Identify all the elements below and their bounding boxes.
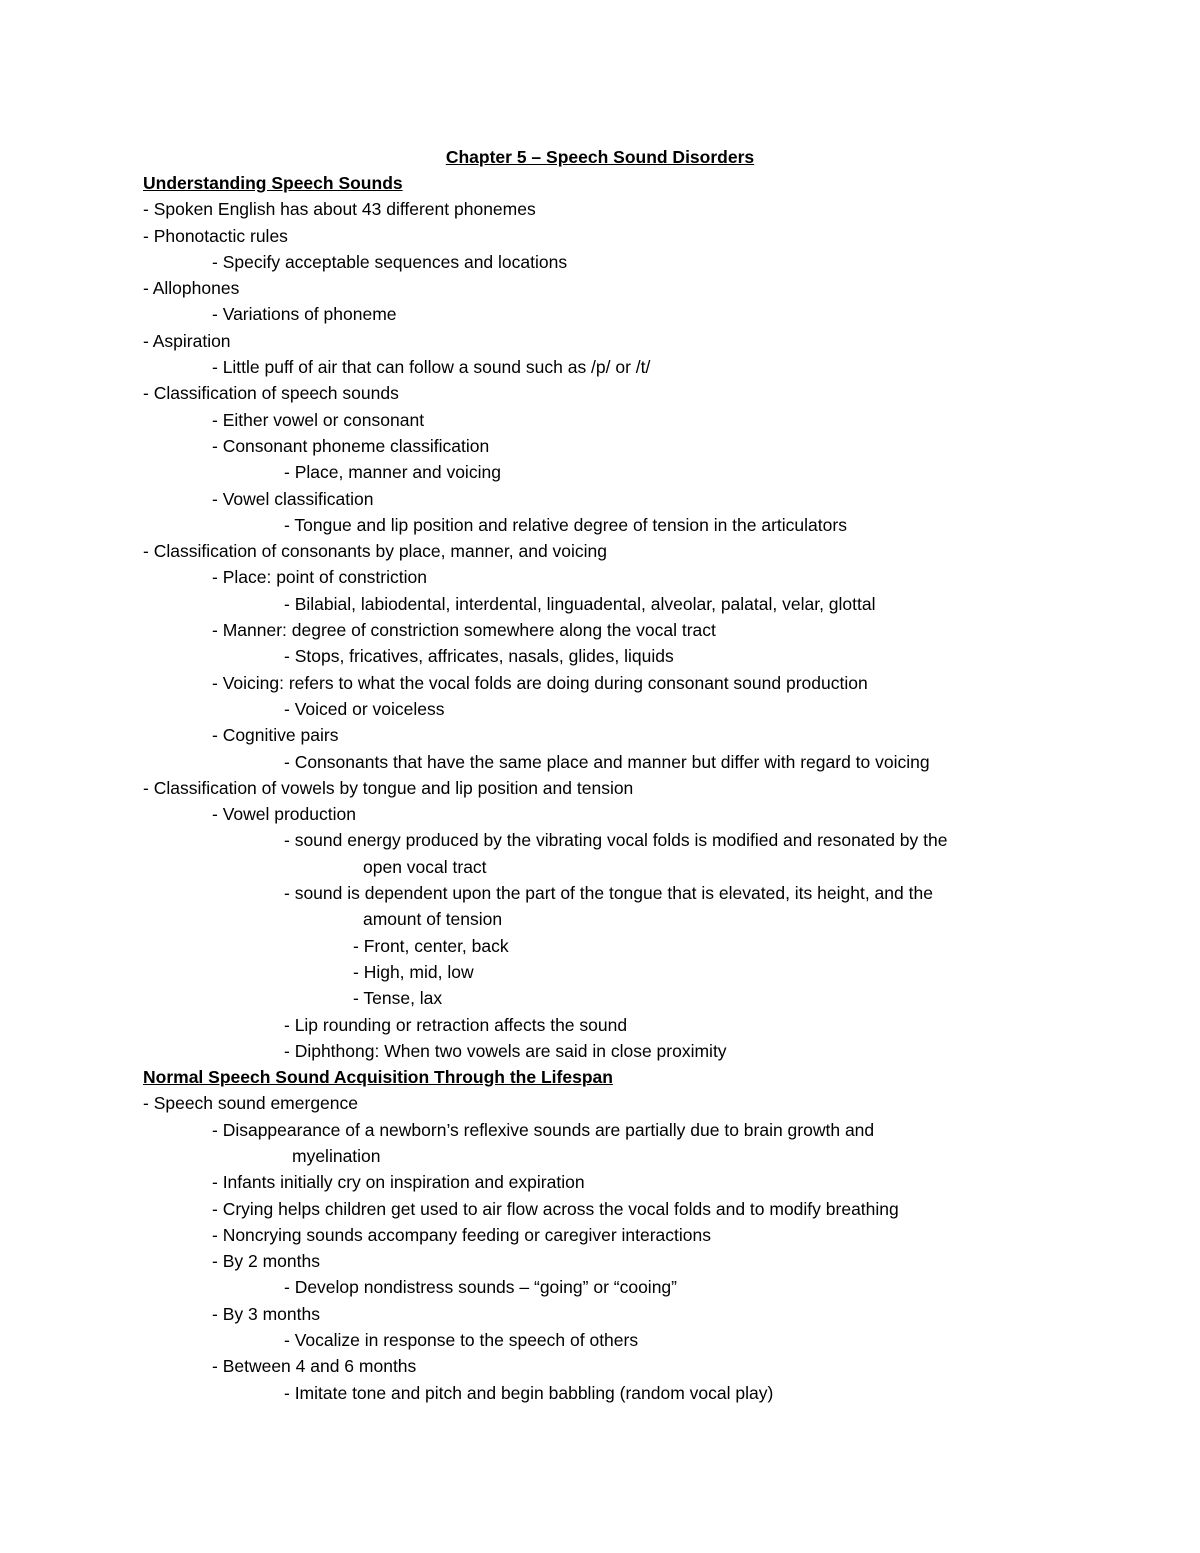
list-item <box>0 696 1200 722</box>
bullet-dash: - <box>212 1303 218 1324</box>
bullet-dash: - <box>212 672 218 693</box>
list-item-text: Lip rounding or retraction affects the sound <box>289 1014 628 1035</box>
list-item-text: Little puff of air that can follow a sound such as /p/ or /t/ <box>217 357 651 378</box>
list-item <box>0 512 1200 538</box>
list-item <box>0 196 1200 222</box>
list-item-text: Classification of vowels by tongue and lip position and tension <box>148 777 634 798</box>
bullet-dash: - <box>353 988 359 1009</box>
list-item-text: By 3 months <box>217 1303 320 1324</box>
list-item <box>0 1301 1200 1327</box>
list-item-text: Diphthong: When two vowels are said in close proximity <box>289 1040 727 1061</box>
bullet-dash: - <box>212 1198 218 1219</box>
list-item-text: Spoken English has about 43 different phonemes <box>148 199 536 220</box>
list-item <box>0 1274 1200 1300</box>
list-item <box>0 985 1200 1011</box>
list-item <box>0 749 1200 775</box>
bullet-dash: - <box>143 1093 149 1114</box>
bullet-dash: - <box>284 751 290 772</box>
list-item <box>0 1196 1200 1222</box>
bullet-dash: - <box>212 1119 218 1140</box>
bullet-dash: - <box>212 409 218 430</box>
bullet-dash: - <box>284 514 290 535</box>
bullet-dash: - <box>284 593 290 614</box>
list-item <box>0 275 1200 301</box>
list-item-text: Develop nondistress sounds – “going” or “cooing” <box>289 1277 677 1298</box>
list-item-text: Either vowel or consonant <box>217 409 425 430</box>
list-item-text: Consonant phoneme classification <box>217 435 490 456</box>
list-item <box>0 1353 1200 1379</box>
list-item-text: Aspiration <box>148 330 231 351</box>
bullet-dash: - <box>212 488 218 509</box>
document-body <box>0 170 1200 1406</box>
section-heading-text: Normal Speech Sound Acquisition Through the Lifespan <box>143 1067 613 1088</box>
bullet-dash: - <box>212 1251 218 1272</box>
list-item-continuation <box>0 854 1200 880</box>
bullet-dash: - <box>212 304 218 325</box>
list-item <box>0 354 1200 380</box>
list-item-text: Speech sound emergence <box>148 1093 358 1114</box>
bullet-dash: - <box>284 830 290 851</box>
bullet-dash: - <box>284 1277 290 1298</box>
list-item <box>0 1117 1200 1143</box>
list-item-text: Consonants that have the same place and manner but differ with regard to voicing <box>289 751 930 772</box>
list-item-text: sound is dependent upon the part of the tongue that is elevated, its height, and the <box>289 883 933 904</box>
list-item <box>0 1090 1200 1116</box>
list-item-text: sound energy produced by the vibrating vocal folds is modified and resonated by the <box>289 830 948 851</box>
list-item-text: By 2 months <box>217 1251 320 1272</box>
list-item <box>0 775 1200 801</box>
list-item-text: Place: point of constriction <box>217 567 427 588</box>
list-item <box>0 880 1200 906</box>
bullet-dash: - <box>284 646 290 667</box>
bullet-dash: - <box>143 199 149 220</box>
bullet-dash: - <box>212 804 218 825</box>
list-item-continuation <box>0 1143 1200 1169</box>
list-item <box>0 1248 1200 1274</box>
list-item <box>0 827 1200 853</box>
bullet-dash: - <box>212 567 218 588</box>
list-item <box>0 933 1200 959</box>
bullet-dash: - <box>143 330 149 351</box>
list-item-text: Cognitive pairs <box>217 725 339 746</box>
list-item-text: High, mid, low <box>358 961 474 982</box>
list-item <box>0 380 1200 406</box>
bullet-dash: - <box>284 1382 290 1403</box>
list-item <box>0 1327 1200 1353</box>
list-item <box>0 223 1200 249</box>
list-item <box>0 1222 1200 1248</box>
bullet-dash: - <box>212 1224 218 1245</box>
section-heading <box>0 1064 1200 1090</box>
bullet-dash: - <box>284 883 290 904</box>
bullet-dash: - <box>284 1014 290 1035</box>
list-item-text: Allophones <box>148 278 240 299</box>
list-item <box>0 301 1200 327</box>
list-item <box>0 538 1200 564</box>
list-item-text: myelination <box>292 1145 381 1166</box>
bullet-dash: - <box>284 1040 290 1061</box>
bullet-dash: - <box>143 383 149 404</box>
list-item <box>0 643 1200 669</box>
list-item-text: Noncrying sounds accompany feeding or caregiver interactions <box>217 1224 712 1245</box>
list-item-text: Voicing: refers to what the vocal folds are doing during consonant sound production <box>217 672 868 693</box>
list-item <box>0 959 1200 985</box>
list-item-text: Between 4 and 6 months <box>217 1356 417 1377</box>
list-item-text: open vocal tract <box>363 856 487 877</box>
list-item <box>0 486 1200 512</box>
bullet-dash: - <box>284 462 290 483</box>
list-item-text: Variations of phoneme <box>217 304 397 325</box>
list-item-text: Bilabial, labiodental, interdental, linguadental, alveolar, palatal, velar, glottal <box>289 593 876 614</box>
list-item <box>0 722 1200 748</box>
list-item <box>0 1038 1200 1064</box>
list-item <box>0 801 1200 827</box>
list-item-text: Disappearance of a newborn’s reflexive sounds are partially due to brain growth and <box>217 1119 875 1140</box>
list-item-text: Tongue and lip position and relative degree of tension in the articulators <box>289 514 847 535</box>
list-item <box>0 249 1200 275</box>
bullet-dash: - <box>353 935 359 956</box>
bullet-dash: - <box>212 1356 218 1377</box>
bullet-dash: - <box>284 1330 290 1351</box>
list-item-text: Phonotactic rules <box>148 225 288 246</box>
bullet-dash: - <box>212 1172 218 1193</box>
bullet-dash: - <box>212 357 218 378</box>
bullet-dash: - <box>143 278 149 299</box>
list-item <box>0 433 1200 459</box>
list-item-text: Vocalize in response to the speech of others <box>289 1330 639 1351</box>
bullet-dash: - <box>353 961 359 982</box>
list-item-text: Stops, fricatives, affricates, nasals, glides, liquids <box>289 646 674 667</box>
list-item-text: Manner: degree of constriction somewhere along the vocal tract <box>217 620 716 641</box>
bullet-dash: - <box>284 698 290 719</box>
list-item-text: Voiced or voiceless <box>289 698 445 719</box>
list-item-text: Infants initially cry on inspiration and expiration <box>217 1172 585 1193</box>
bullet-dash: - <box>212 620 218 641</box>
bullet-dash: - <box>212 435 218 456</box>
list-item-text: Classification of speech sounds <box>148 383 399 404</box>
bullet-dash: - <box>212 725 218 746</box>
list-item-text: Specify acceptable sequences and locations <box>217 251 568 272</box>
list-item-text: Vowel classification <box>217 488 374 509</box>
list-item-text: Classification of consonants by place, manner, and voicing <box>148 541 608 562</box>
list-item <box>0 407 1200 433</box>
bullet-dash: - <box>143 541 149 562</box>
list-item-text: Vowel production <box>217 804 356 825</box>
list-item-text: Crying helps children get used to air flow across the vocal folds and to modify breathing <box>217 1198 899 1219</box>
list-item-text: Tense, lax <box>358 988 443 1009</box>
bullet-dash: - <box>212 251 218 272</box>
bullet-dash: - <box>143 777 149 798</box>
list-item <box>0 459 1200 485</box>
section-heading <box>0 170 1200 196</box>
list-item <box>0 328 1200 354</box>
list-item <box>0 591 1200 617</box>
list-item-continuation <box>0 906 1200 932</box>
list-item <box>0 564 1200 590</box>
list-item-text: Place, manner and voicing <box>289 462 501 483</box>
list-item-text: amount of tension <box>363 909 503 930</box>
list-item <box>0 670 1200 696</box>
list-item-text: Imitate tone and pitch and begin babbling (random vocal play) <box>289 1382 774 1403</box>
document-title: Chapter 5 – Speech Sound Disorders <box>445 147 755 167</box>
section-heading-text: Understanding Speech Sounds <box>143 173 403 193</box>
list-item <box>0 617 1200 643</box>
list-item <box>0 1012 1200 1038</box>
list-item <box>0 1380 1200 1406</box>
list-item <box>0 1169 1200 1195</box>
list-item-text: Front, center, back <box>358 935 509 956</box>
bullet-dash: - <box>143 225 149 246</box>
